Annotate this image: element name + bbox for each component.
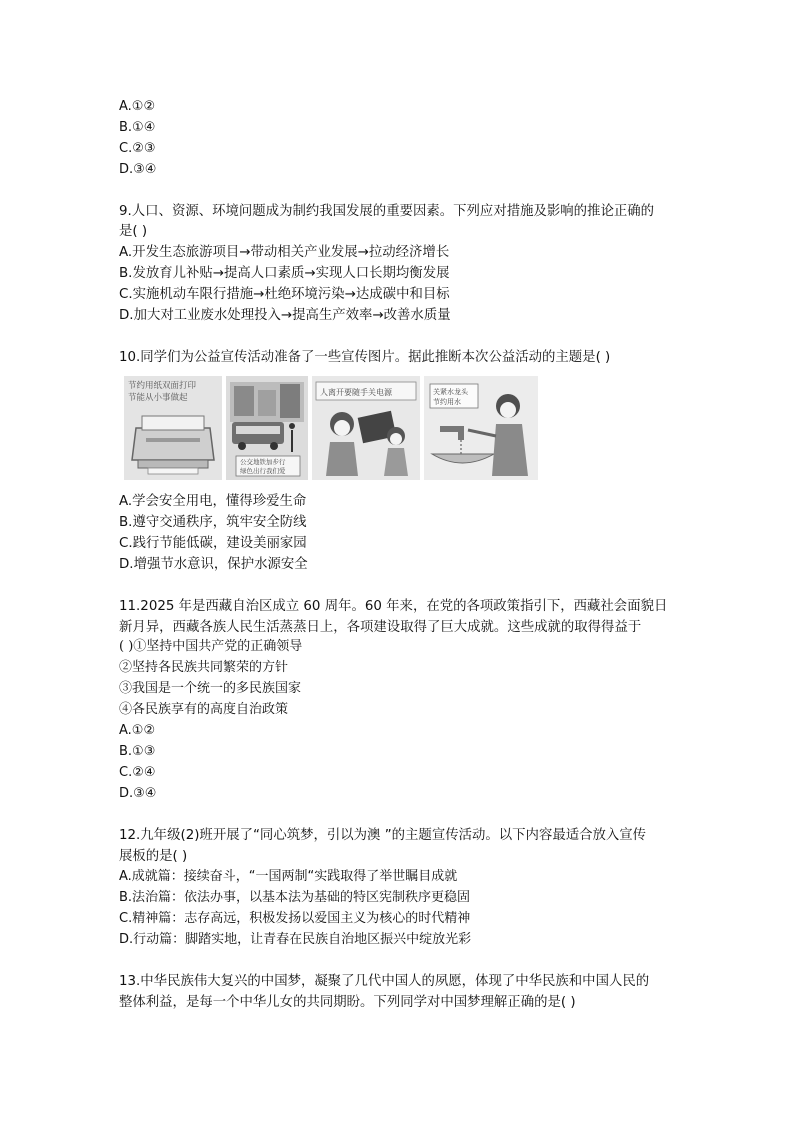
q10-picture-strip <box>124 376 538 480</box>
q13-stem-line2: 整体利益，是每一个中华儿女的共同期盼。下列同学对中国梦理解正确的是( ) <box>119 995 576 1010</box>
q12-option-b: B.法治篇：依法办事，以基本法为基础的特区宪制秩序更稳固 <box>119 890 471 905</box>
q8-option-a: A.①② <box>119 99 156 114</box>
q9-option-a: A.开发生态旅游项目→带动相关产业发展→拉动经济增长 <box>119 245 450 260</box>
q11-item-3: ③我国是一个统一的多民族国家 <box>119 681 302 696</box>
p3-caption: 人离开要随手关电源 <box>320 388 392 397</box>
q11-stem-line2: 新月异，西藏各族人民生活蒸蒸日上，各项建设取得了巨大成就。这些成就的取得得益于 <box>119 620 642 635</box>
q11-option-c: C.②④ <box>119 765 156 780</box>
q12-option-a: A.成就篇：接续奋斗，“一国两制“实践取得了举世瞩目成就 <box>119 869 458 884</box>
q10-option-b: B.遵守交通秩序，筑牢安全防线 <box>119 515 307 530</box>
q12-option-c: C.精神篇：志存高远，积极发扬以爱国主义为核心的时代精神 <box>119 911 471 926</box>
q12-option-d: D.行动篇：脚踏实地，让青春在民族自治地区振兴中绽放光彩 <box>119 932 472 947</box>
q9-stem-line2: 是( ) <box>119 224 148 239</box>
picture-office <box>312 376 420 480</box>
q8-option-c: C.②③ <box>119 141 156 156</box>
q9-option-d: D.加大对工业废水处理投入→提高生产效率→改善水质量 <box>119 308 451 323</box>
printer-illustration <box>124 376 222 480</box>
traffic-illustration <box>226 376 308 480</box>
office-illustration <box>312 376 420 480</box>
p4-caption-line1: 关紧水龙头 <box>433 388 468 396</box>
picture-traffic <box>226 376 308 480</box>
q9-option-c: C.实施机动车限行措施→杜绝环境污染→达成碳中和目标 <box>119 287 450 302</box>
p1-caption-line1: 节约用纸双面打印 <box>128 381 197 391</box>
picture-water <box>424 376 538 480</box>
picture-printer <box>124 376 222 480</box>
q12-stem-line1: 12.九年级(2)班开展了“同心筑梦，引以为澳 ”的主题宣传活动。以下内容最适合放入宣传 <box>119 828 647 843</box>
q11-option-b: B.①③ <box>119 744 156 759</box>
q11-option-a: A.①② <box>119 723 156 738</box>
q13-stem-line1: 13.中华民族伟大复兴的中国梦，凝聚了几代中国人的夙愿，体现了中华民族和中国人民的 <box>119 974 650 989</box>
q10-option-a: A.学会安全用电，懂得珍爱生命 <box>119 494 307 509</box>
p4-caption-line2: 节约用水 <box>433 398 461 406</box>
q10-option-c: C.践行节能低碳，建设美丽家园 <box>119 536 307 551</box>
q8-option-b: B.①④ <box>119 120 156 135</box>
q11-option-d: D.③④ <box>119 786 157 801</box>
q9-option-b: B.发放育儿补贴→提高人口素质→实现人口长期均衡发展 <box>119 266 450 281</box>
p2-caption-line2: 绿色出行我们爱 <box>240 467 286 475</box>
q9-stem-line1: 9.人口、资源、环境问题成为制约我国发展的重要因素。下列应对措施及影响的推论正确的 <box>119 204 655 219</box>
q11-item-2: ②坚持各民族共同繁荣的方针 <box>119 660 289 675</box>
q8-option-d: D.③④ <box>119 162 157 177</box>
q11-item-4: ④各民族享有的高度自治政策 <box>119 702 289 717</box>
q11-stem-line3: ( )①坚持中国共产党的正确领导 <box>119 639 303 654</box>
q11-stem-line1: 11.2025 年是西藏自治区成立 60 周年。60 年来，在党的各项政策指引下，西藏社会面貌日 <box>119 599 668 614</box>
water-tap-illustration <box>424 376 538 480</box>
p1-caption-line2: 节能从小事做起 <box>128 393 188 403</box>
q10-stem: 10.同学们为公益宣传活动准备了一些宣传图片。据此推断本次公益活动的主题是( ) <box>119 350 611 365</box>
q12-stem-line2: 展板的是( ) <box>119 849 188 864</box>
p2-caption-line1: 公交地铁加步行 <box>240 458 286 466</box>
q10-option-d: D.增强节水意识，保护水源安全 <box>119 557 308 572</box>
